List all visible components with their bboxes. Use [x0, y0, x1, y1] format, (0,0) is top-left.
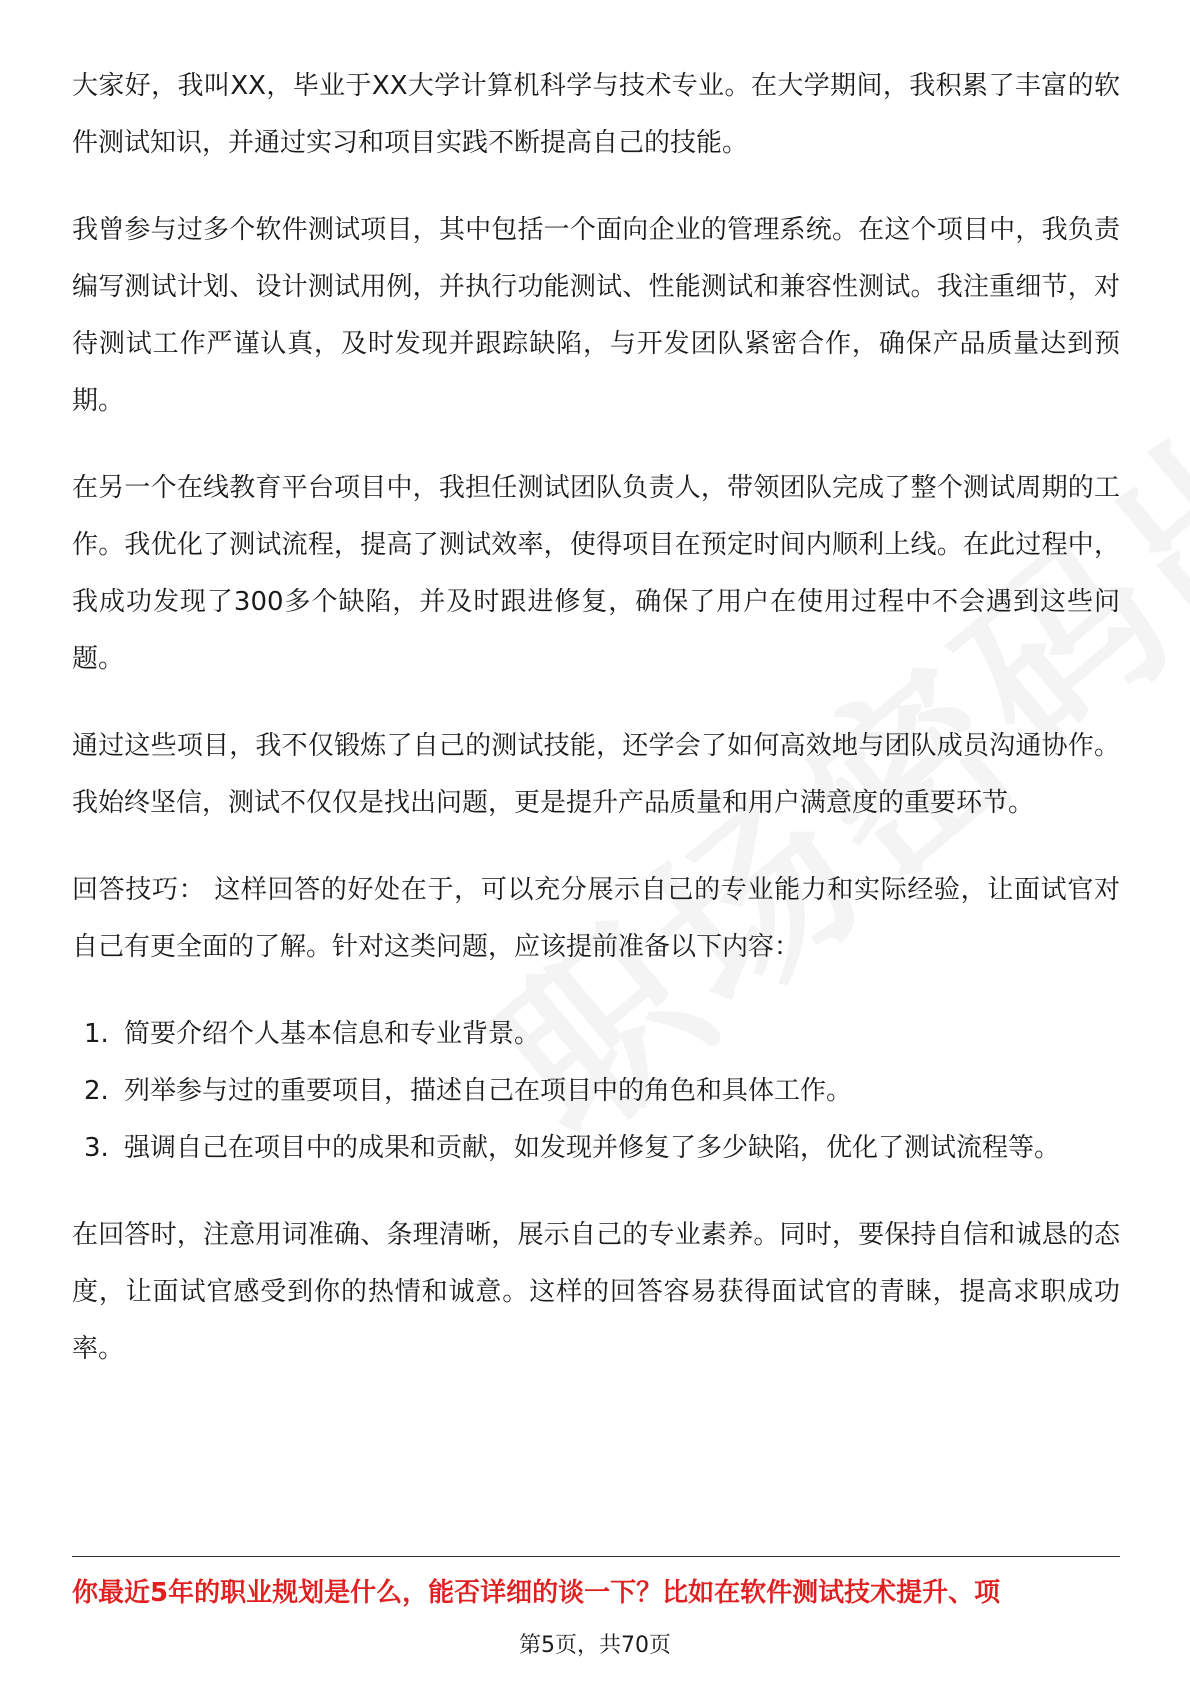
- paragraph-answer-tips: 回答技巧： 这样回答的好处在于，可以充分展示自己的专业能力和实际经验，让面试官对自己有更全面的了解。针对这类问题，应该提前准备以下内容：: [72, 875, 1120, 962]
- list-item-text: 列举参与过的重要项目，描述自己在项目中的角色和具体工作。: [124, 1076, 853, 1106]
- list-item: [72, 1063, 1120, 1120]
- section-divider: [72, 1556, 1120, 1557]
- list-item-number: 3.: [84, 1133, 109, 1163]
- answer-content: [72, 58, 1120, 1408]
- list-item: [72, 1120, 1120, 1177]
- paragraph-closing: 在回答时，注意用词准确、条理清晰，展示自己的专业素养。同时，要保持自信和诚恳的态度，让面试官感受到你的热情和诚意。这样的回答容易获得面试官的青睐，提高求职成功率。: [72, 1220, 1120, 1364]
- paragraph-project-education: 在另一个在线教育平台项目中，我担任测试团队负责人，带领团队完成了整个测试周期的工作。我优化了测试流程，提高了测试效率，使得项目在预定时间内顺利上线。在此过程中，我成功发现了300多个缺陷，并及时跟进修复，确保了用户在使用过程中不会遇到这些问题。: [72, 473, 1120, 674]
- paragraph-project-management: 我曾参与过多个软件测试项目，其中包括一个面向企业的管理系统。在这个项目中，我负责编写测试计划、设计测试用例，并执行功能测试、性能测试和兼容性测试。我注重细节，对待测试工作严谨认真，及时发现并跟踪缺陷，与开发团队紧密合作，确保产品质量达到预期。: [72, 215, 1120, 416]
- paragraph-intro: 大家好，我叫XX，毕业于XX大学计算机科学与技术专业。在大学期间，我积累了丰富的软件测试知识，并通过实习和项目实践不断提高自己的技能。: [72, 71, 1120, 158]
- page-number-footer: 第5页，共70页: [519, 1633, 671, 1658]
- list-item-text: 简要介绍个人基本信息和专业背景。: [124, 1019, 541, 1049]
- list-item: [72, 1006, 1120, 1063]
- list-item-number: 1.: [84, 1019, 109, 1049]
- paragraph-summary: 通过这些项目，我不仅锻炼了自己的测试技能，还学会了如何高效地与团队成员沟通协作。我始终坚信，测试不仅仅是找出问题，更是提升产品质量和用户满意度的重要环节。: [72, 731, 1120, 818]
- tips-list: [72, 1006, 1120, 1177]
- list-item-number: 2.: [84, 1076, 109, 1106]
- list-item-text: 强调自己在项目中的成果和贡献，如发现并修复了多少缺陷，优化了测试流程等。: [124, 1133, 1061, 1163]
- next-question-heading: 你最近5年的职业规划是什么，能否详细的谈一下？比如在软件测试技术提升、项: [72, 1578, 1001, 1608]
